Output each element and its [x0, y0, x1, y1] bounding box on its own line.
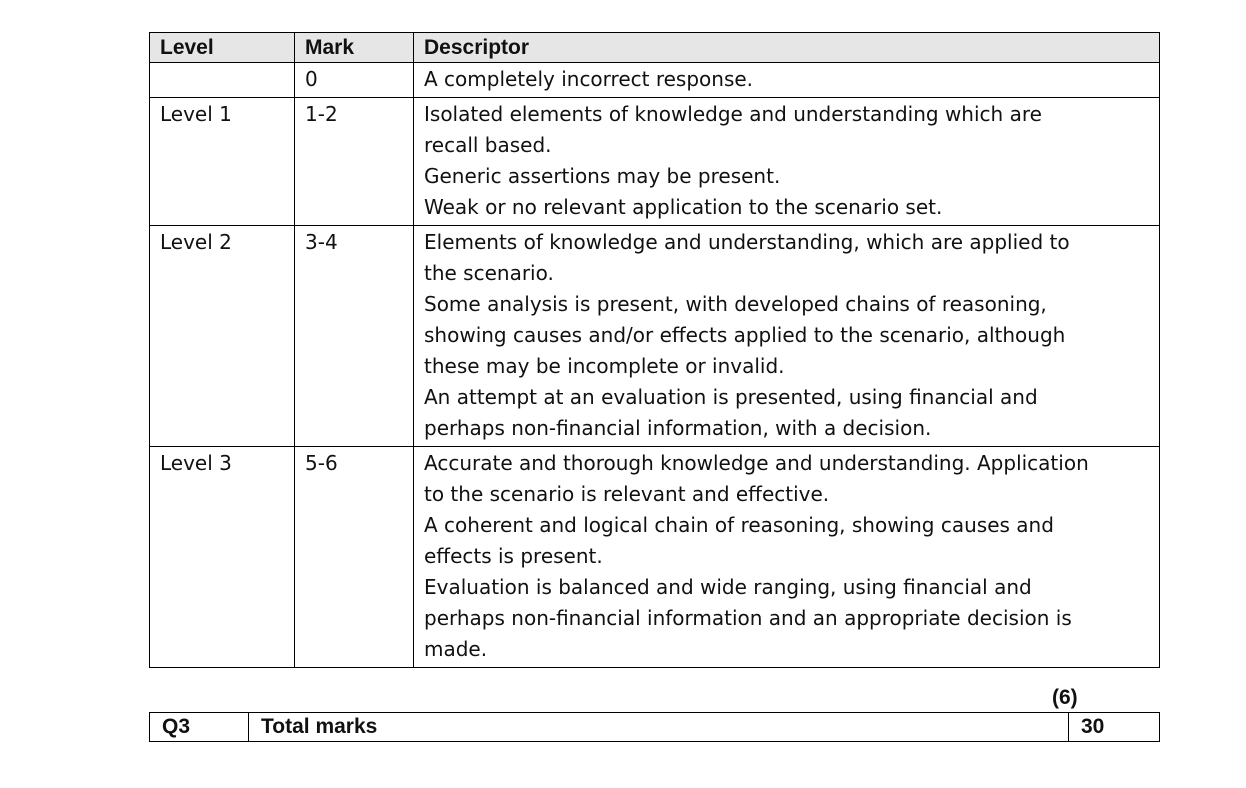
descriptor-line: Weak or no relevant application to the scenario set.: [424, 195, 943, 219]
header-descriptor: Descriptor: [414, 33, 1160, 63]
descriptor-line: Isolated elements of knowledge and understanding which are: [424, 102, 1042, 126]
mark-cell: 5-6: [295, 447, 414, 668]
subtotal-marks: (6): [1052, 686, 1078, 709]
level-cell: Level 2: [150, 226, 295, 447]
descriptor-line: Some analysis is present, with developed chains of reasoning,: [424, 292, 1047, 316]
descriptor-line: these may be incomplete or invalid.: [424, 354, 785, 378]
total-marks-table: [149, 712, 1160, 742]
table-row: [150, 98, 1160, 226]
total-marks-label: Total marks: [249, 713, 1069, 742]
table-row: [150, 226, 1160, 447]
descriptor-line: Evaluation is balanced and wide ranging, using financial and: [424, 575, 1032, 599]
descriptor-cell: [414, 63, 1160, 98]
descriptor-cell: [414, 226, 1160, 447]
table-row: [150, 63, 1160, 98]
descriptor-line: the scenario.: [424, 261, 554, 285]
descriptor-line: recall based.: [424, 133, 552, 157]
descriptor-line: showing causes and/or effects applied to the scenario, although: [424, 323, 1066, 347]
total-row: [150, 713, 1160, 742]
mark-cell: 1-2: [295, 98, 414, 226]
descriptor-cell: [414, 98, 1160, 226]
descriptor-line: A completely incorrect response.: [424, 67, 754, 91]
header-row: [150, 33, 1160, 63]
header-mark: Mark: [295, 33, 414, 63]
mark-cell: 0: [295, 63, 414, 98]
level-cell: Level 1: [150, 98, 295, 226]
level-cell: Level 3: [150, 447, 295, 668]
descriptor-line: Generic assertions may be present.: [424, 164, 781, 188]
descriptor-line: Elements of knowledge and understanding, which are applied to: [424, 230, 1070, 254]
descriptor-line: A coherent and logical chain of reasoning, showing causes and: [424, 513, 1054, 537]
descriptor-line: An attempt at an evaluation is presented, using financial and: [424, 385, 1038, 409]
descriptor-line: made.: [424, 637, 488, 661]
header-level: Level: [150, 33, 295, 63]
descriptor-line: perhaps non-financial information, with a decision.: [424, 416, 932, 440]
mark-cell: 3-4: [295, 226, 414, 447]
level-cell: [150, 63, 295, 98]
descriptor-line: effects is present.: [424, 544, 603, 568]
mark-scheme-table: [149, 32, 1160, 668]
table-row: [150, 447, 1160, 668]
descriptor-line: to the scenario is relevant and effective.: [424, 482, 830, 506]
descriptor-line: Accurate and thorough knowledge and understanding. Application: [424, 451, 1089, 475]
descriptor-cell: [414, 447, 1160, 668]
question-number: Q3: [150, 713, 249, 742]
descriptor-line: perhaps non-financial information and an appropriate decision is: [424, 606, 1072, 630]
total-marks-value: 30: [1069, 713, 1160, 742]
